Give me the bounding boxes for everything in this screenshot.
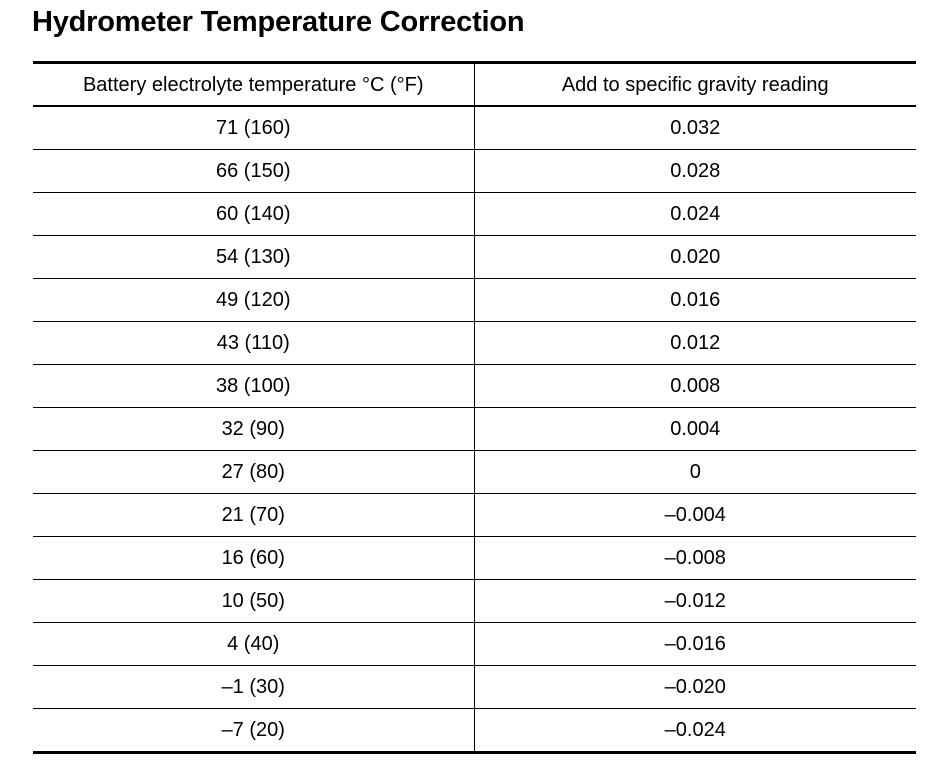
cell-temperature: 49 (120) xyxy=(33,279,474,322)
cell-correction: –0.020 xyxy=(474,666,916,709)
cell-temperature: 38 (100) xyxy=(33,365,474,408)
table-row xyxy=(33,279,916,322)
table-row xyxy=(33,580,916,623)
header-correction: Add to specific gravity reading xyxy=(474,64,916,106)
table-row xyxy=(33,408,916,451)
cell-temperature: 54 (130) xyxy=(33,236,474,279)
cell-correction: 0.024 xyxy=(474,193,916,236)
table-row xyxy=(33,451,916,494)
cell-temperature: 10 (50) xyxy=(33,580,474,623)
table-row xyxy=(33,494,916,537)
table-row xyxy=(33,236,916,279)
cell-temperature: 16 (60) xyxy=(33,537,474,580)
table-row xyxy=(33,623,916,666)
cell-temperature: 71 (160) xyxy=(33,106,474,150)
cell-correction: 0.008 xyxy=(474,365,916,408)
cell-correction: 0.004 xyxy=(474,408,916,451)
table-row xyxy=(33,365,916,408)
cell-temperature: 4 (40) xyxy=(33,623,474,666)
cell-correction: –0.016 xyxy=(474,623,916,666)
cell-correction: 0.020 xyxy=(474,236,916,279)
table-row xyxy=(33,150,916,193)
cell-correction: 0.028 xyxy=(474,150,916,193)
cell-temperature: 66 (150) xyxy=(33,150,474,193)
cell-temperature: 27 (80) xyxy=(33,451,474,494)
table-row xyxy=(33,537,916,580)
cell-correction: –0.012 xyxy=(474,580,916,623)
cell-temperature: –1 (30) xyxy=(33,666,474,709)
cell-temperature: 43 (110) xyxy=(33,322,474,365)
cell-temperature: 21 (70) xyxy=(33,494,474,537)
cell-correction: 0.012 xyxy=(474,322,916,365)
header-temperature: Battery electrolyte temperature °C (°F) xyxy=(33,64,474,106)
cell-temperature: 60 (140) xyxy=(33,193,474,236)
table-row xyxy=(33,322,916,365)
cell-correction: 0.016 xyxy=(474,279,916,322)
table-header-row xyxy=(33,64,916,106)
table-row xyxy=(33,666,916,709)
cell-correction: –0.024 xyxy=(474,709,916,752)
correction-table xyxy=(33,64,916,751)
table-row xyxy=(33,193,916,236)
cell-correction: –0.004 xyxy=(474,494,916,537)
page-title: Hydrometer Temperature Correction xyxy=(32,6,525,38)
cell-correction: 0.032 xyxy=(670,117,721,139)
correction-table-frame xyxy=(33,61,916,754)
table-body xyxy=(33,106,916,751)
cell-correction: 0 xyxy=(474,451,916,494)
cell-temperature: 32 (90) xyxy=(33,408,474,451)
table-row xyxy=(33,106,916,150)
cell-correction: –0.008 xyxy=(474,537,916,580)
table-row xyxy=(33,709,916,752)
cell-temperature: –7 (20) xyxy=(33,709,474,752)
